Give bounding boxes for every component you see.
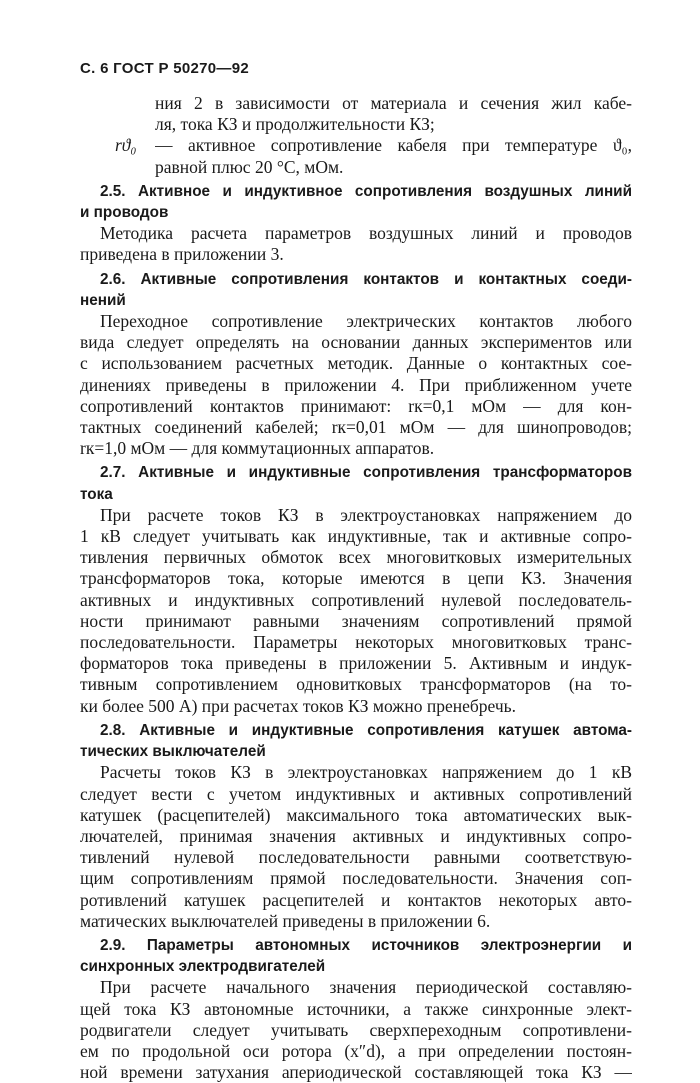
paragraph-line: матических выключателей приведены в приложении 6.	[80, 910, 491, 931]
definition-line: ля, тока КЗ и продолжительности КЗ;	[155, 114, 435, 135]
section-2-8-heading: 2.8. Активные и индуктивные сопротивления катушек автома-	[100, 721, 632, 739]
paragraph-line: Расчеты токов КЗ в электроустановках напряжением до 1 кВ	[100, 762, 632, 783]
paragraph-line: следует вести с учетом индуктивных и активных сопротивлений	[80, 783, 632, 804]
paragraph-line: Методика расчета параметров воздушных линий и проводов	[100, 223, 632, 244]
section-2-6-heading: нений	[80, 291, 126, 309]
section-2-6-heading: 2.6. Активные сопротивления контактов и контактных соеди-	[100, 270, 632, 288]
paragraph-line: Переходное сопротивление электрических контактов любого	[100, 311, 632, 332]
definition-row	[80, 135, 632, 156]
section-2-5-heading: 2.5. Активное и индуктивное сопротивления воздушных линий	[100, 182, 632, 200]
paragraph-line: динениях приведены в приложении 4. При приближенном учете	[80, 374, 632, 395]
paragraph-line: с использованием расчетных методик. Данные о контактных сое-	[80, 353, 632, 374]
paragraph-line: При расчете начального значения периодической составляю-	[100, 977, 632, 998]
paragraph-line: ности принимают равными значениям сопротивлений прямой	[80, 610, 632, 631]
paragraph-line: ем по продольной оси ротора (x″d), а при определении постоян-	[80, 1040, 632, 1061]
paragraph-line: трансформаторов тока, которые имеются в цепи КЗ. Значения	[80, 568, 632, 589]
section-2-9-heading: 2.9. Параметры автономных источников электроэнергии и	[100, 936, 632, 954]
definition-line: ния 2 в зависимости от материала и сечения жил кабе-	[155, 93, 632, 113]
paragraph-line: лючателей, принимая значения активных и индуктивных сопро-	[80, 825, 632, 846]
paragraph-line: тивления первичных обмоток всех многовитковых измерительных	[80, 547, 632, 568]
section-2-8-heading: тических выключателей	[80, 743, 266, 761]
paragraph-line: последовательности. Параметры некоторых многовитковых транс-	[80, 632, 632, 653]
paragraph-line: родвигатели следует учитывать сверхпереходным сопротивлени-	[80, 1019, 632, 1040]
paragraph-line: щим сопротивлениям прямой последовательности. Значения соп-	[80, 868, 632, 889]
definition-symbol: rϑ₀	[115, 135, 137, 156]
paragraph-line: сопротивлений контактов принимают: rк=0,1 мОм — для кон-	[80, 395, 632, 416]
paragraph-line: катушек (расцепителей) максимального тока автоматических вык-	[80, 804, 632, 825]
paragraph-line: ки более 500 А) при расчетах токов КЗ можно пренебречь.	[80, 695, 516, 716]
section-2-7-heading: тока	[80, 485, 113, 503]
paragraph-line: 1 кВ следует учитывать как индуктивные, так и активные сопро-	[80, 526, 632, 547]
paragraph-line: rк=1,0 мОм — для коммутационных аппаратов.	[80, 438, 435, 459]
paragraph-line: ной времени затухания апериодической составляющей тока КЗ —	[80, 1062, 632, 1083]
paragraph-line: форматоров тока приведены в приложении 5. Активным и индук-	[80, 653, 632, 674]
document-page	[80, 60, 632, 1083]
paragraph-line: тивным сопротивлением одновитковых трансформаторов (на то-	[80, 674, 632, 695]
paragraph-line: тивлений нулевой последовательности равными соответствую-	[80, 847, 632, 868]
section-2-7-heading: 2.7. Активные и индуктивные сопротивления трансформаторов	[100, 464, 632, 482]
paragraph-line: тактных соединений кабелей; rк=0,01 мОм — для шинопроводов;	[80, 417, 632, 438]
definition-line: — активное сопротивление кабеля при температуре ϑ₀,	[155, 135, 632, 156]
paragraph-line: ротивлений катушек расцепителей и контактов некоторых авто-	[80, 889, 632, 910]
paragraph-line: приведена в приложении 3.	[80, 244, 284, 265]
definition-line: равной плюс 20 °С, мОм.	[155, 156, 344, 177]
paragraph-line: активных и индуктивных сопротивлений нулевой последователь-	[80, 589, 632, 610]
paragraph-line: При расчете токов КЗ в электроустановках напряжением до	[100, 504, 632, 525]
paragraph-line: щей тока КЗ автономные источники, а также синхронные элект-	[80, 998, 632, 1019]
page-header: С. 6 ГОСТ Р 50270—92	[80, 60, 250, 77]
paragraph-line: вида следует определять на основании данных экспериментов или	[80, 332, 632, 353]
section-2-9-heading: синхронных электродвигателей	[80, 958, 326, 976]
section-2-5-heading: и проводов	[80, 204, 169, 222]
